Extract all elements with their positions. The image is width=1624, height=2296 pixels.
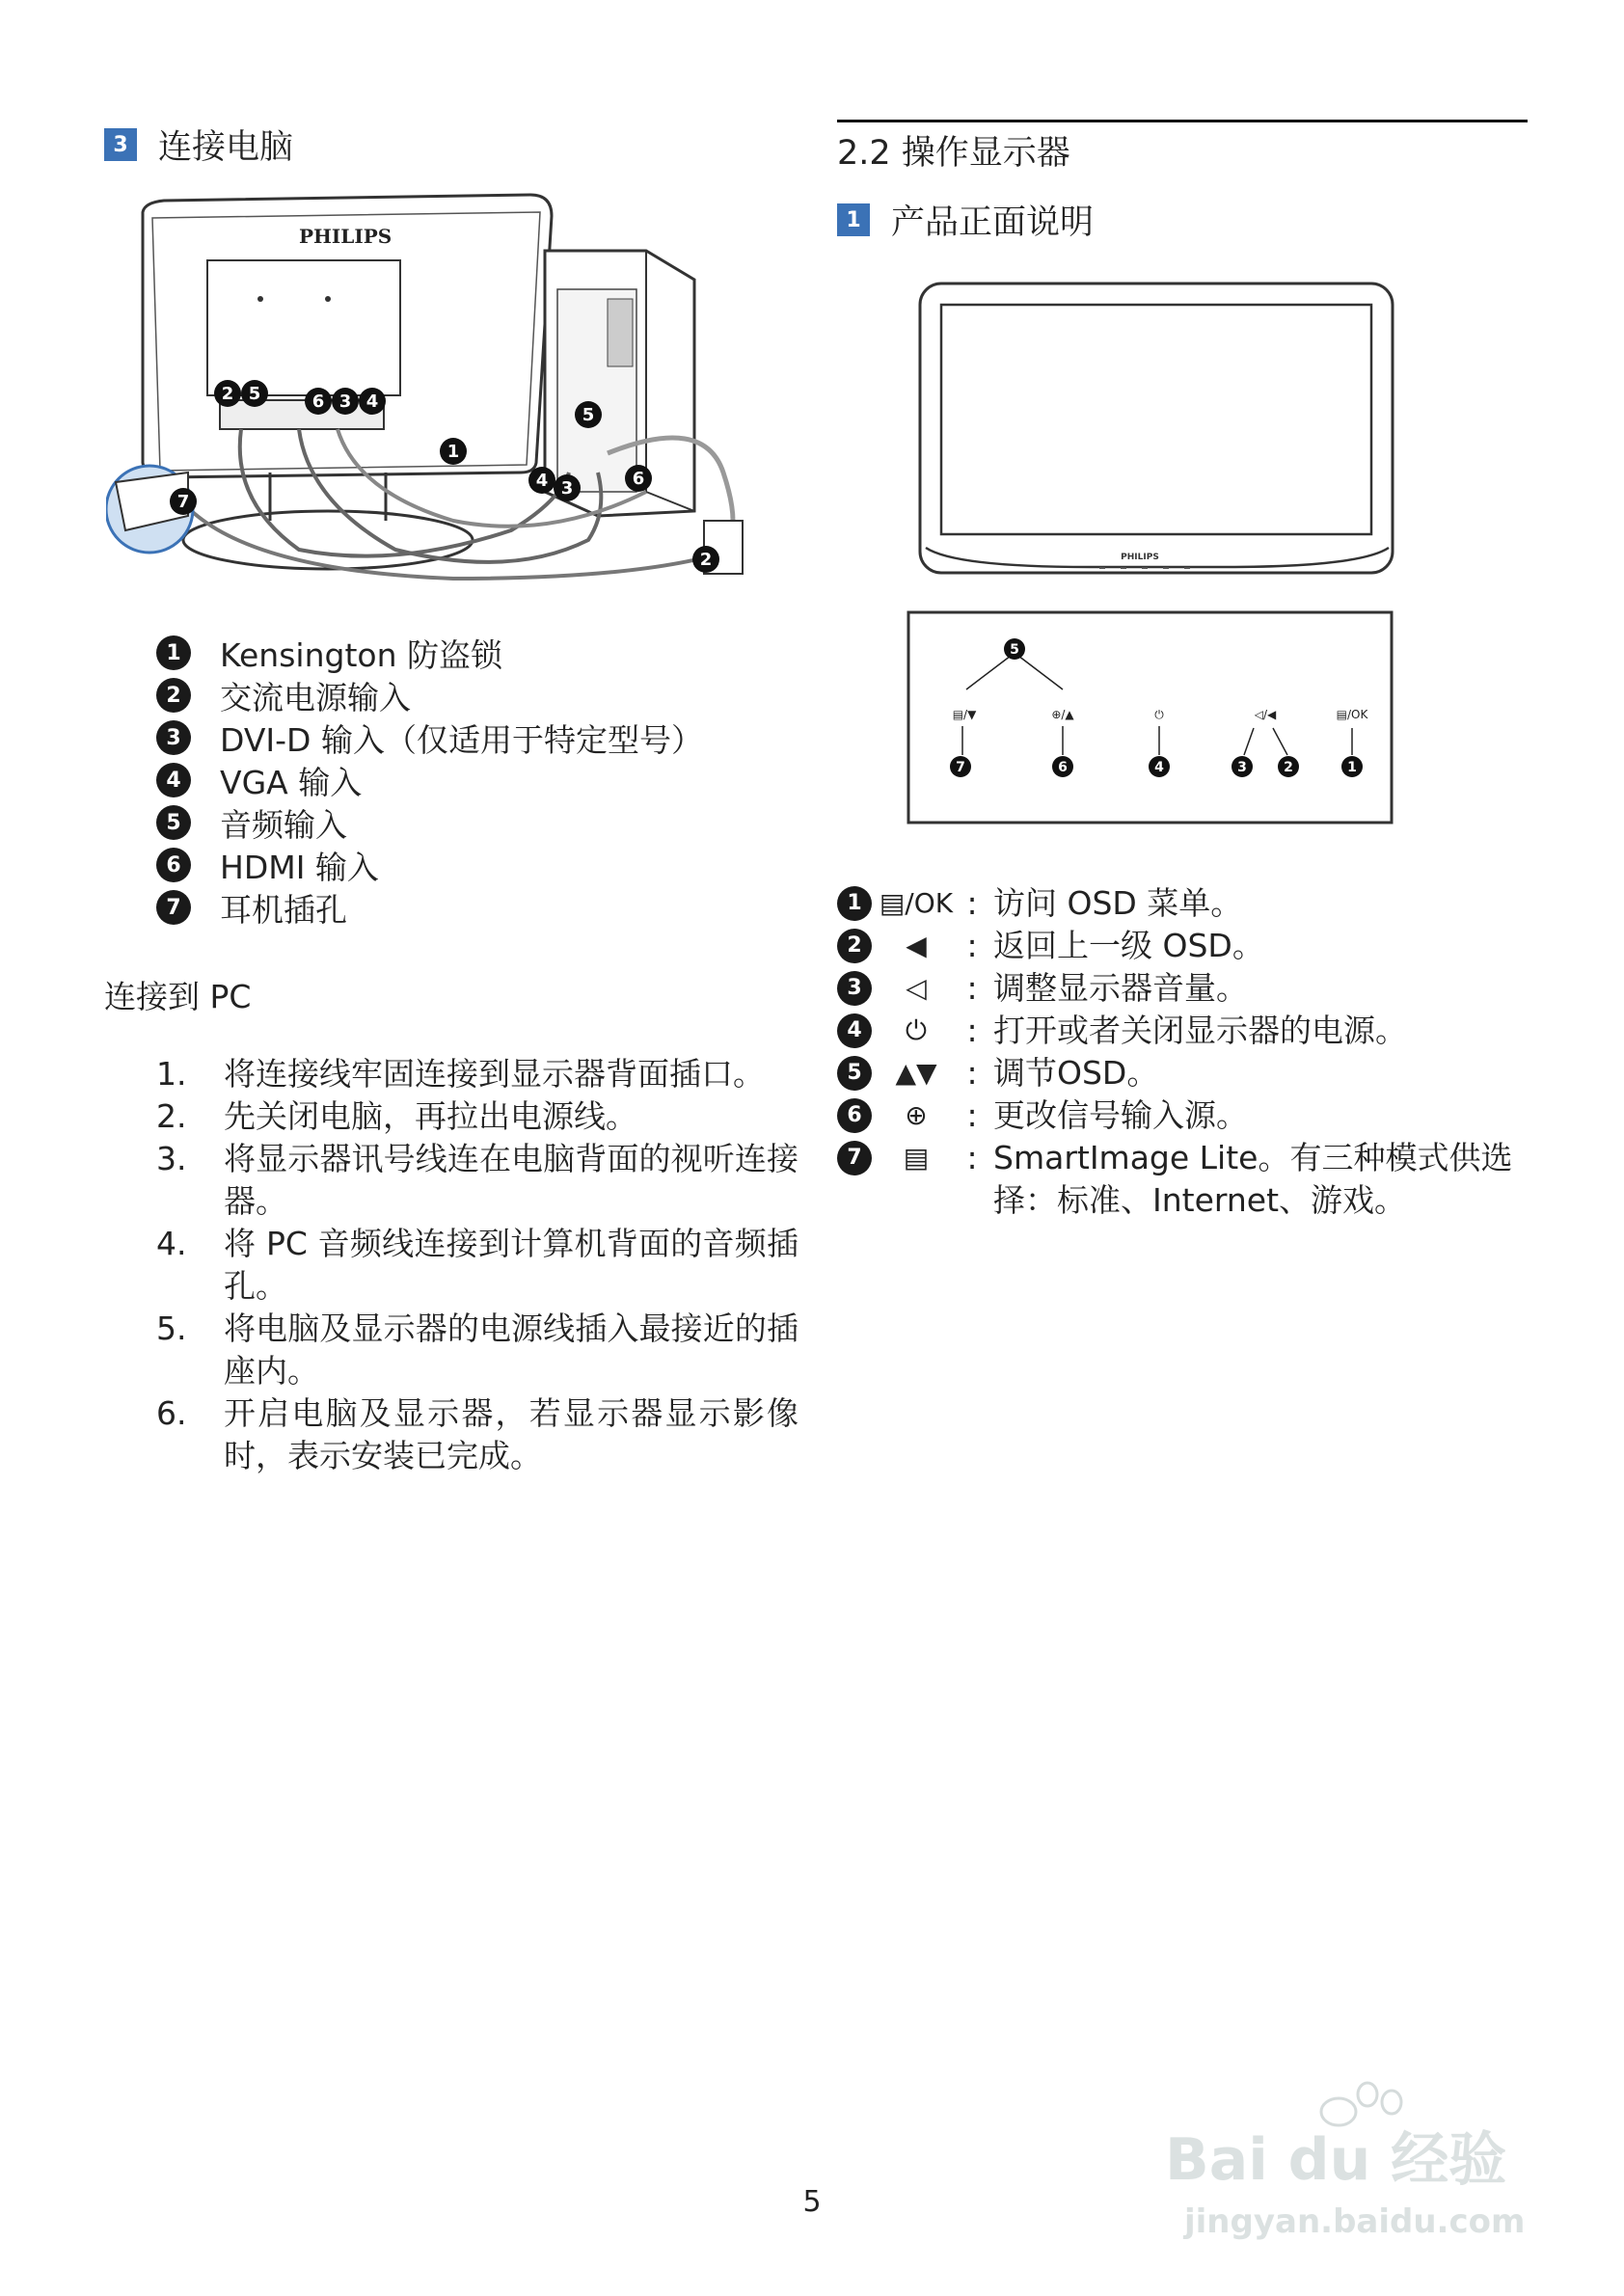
legend-number: 6: [156, 848, 191, 882]
control-number: 5: [837, 1056, 872, 1091]
legend-label: 耳机插孔: [220, 890, 347, 929]
svg-text:4: 4: [365, 392, 379, 412]
step-text: 开启电脑及显示器，若显示器显示影像时，表示安装已完成。: [224, 1394, 798, 1474]
step-item: [156, 1095, 798, 1138]
control-text: 访问 OSD 菜单。: [993, 884, 1243, 922]
control-number: 7: [837, 1141, 872, 1175]
svg-text:2: 2: [1284, 760, 1293, 775]
control-text: 更改信号输入源。: [993, 1096, 1248, 1134]
button-panel-diagram: [907, 610, 1394, 824]
control-item: [837, 925, 1528, 967]
colon-separator: :: [966, 884, 978, 922]
svg-text:4: 4: [1154, 760, 1164, 775]
power-icon: ⏻: [905, 1014, 928, 1046]
svg-text:5: 5: [248, 384, 261, 404]
svg-text:1: 1: [447, 442, 460, 462]
control-text: 调节OSD。: [993, 1054, 1159, 1092]
control-item: [837, 1094, 1528, 1137]
control-text: SmartImage Lite。有三种模式供选择：标准、Internet、游戏。: [993, 1139, 1513, 1219]
section-title: 连接电脑: [158, 128, 294, 167]
svg-text:6: 6: [311, 392, 325, 412]
legend-number: 3: [156, 720, 191, 755]
monitor-screen: [941, 305, 1371, 534]
step-item: [156, 1223, 798, 1308]
control-number: 2: [837, 929, 872, 963]
legend-item: [156, 801, 703, 844]
step-number: 3.: [156, 1140, 187, 1177]
legend-number: 4: [156, 763, 191, 797]
step-number: 1.: [156, 1055, 187, 1093]
legend-label: DVI-D 输入（仅适用于特定型号）: [220, 720, 703, 759]
svg-text:6: 6: [1058, 760, 1068, 775]
colon-separator: :: [966, 969, 978, 1007]
legend-number: 1: [156, 635, 191, 670]
svg-text:4: 4: [535, 471, 549, 491]
left-column: [104, 116, 798, 174]
watermark-line2: jingyan.baidu.com: [1184, 2202, 1526, 2241]
step-number: 6.: [156, 1394, 187, 1432]
up-down-icon: ▲▼: [895, 1057, 937, 1089]
panel-label-smartimage: ▤/▼: [952, 708, 977, 721]
legend-label: VGA 输入: [220, 763, 363, 801]
legend-item: [156, 844, 703, 886]
legend-number: 5: [156, 805, 191, 840]
control-item: [837, 967, 1528, 1010]
section-heading-connect: [104, 116, 798, 174]
control-text: 打开或者关闭显示器的电源。: [993, 1012, 1407, 1049]
svg-text:1: 1: [1347, 760, 1357, 775]
svg-text:3: 3: [1237, 760, 1247, 775]
monitor-brand: PHILIPS: [299, 225, 392, 248]
monitor-front-diagram: [916, 280, 1398, 588]
control-item: [837, 882, 1528, 925]
legend-item: [156, 886, 703, 929]
svg-text:7: 7: [956, 760, 965, 775]
legend-label: 交流电源输入: [220, 678, 411, 716]
section-number-badge: 1: [837, 203, 870, 236]
step-item: [156, 1053, 798, 1095]
legend-label: HDMI 输入: [220, 848, 379, 886]
step-item: [156, 1308, 798, 1392]
panel-label-volume: ◁/◀: [1254, 708, 1277, 721]
control-descriptions: [837, 882, 1528, 1222]
page-number: 5: [802, 2185, 822, 2219]
stand-base: [183, 511, 473, 569]
section-number-badge: 3: [104, 128, 137, 161]
legend-number: 2: [156, 678, 191, 713]
colon-separator: :: [966, 1012, 978, 1049]
input-source-icon: ⊕: [905, 1099, 928, 1131]
step-text: 将 PC 音频线连接到计算机背面的音频插孔。: [224, 1225, 798, 1305]
svg-text:5: 5: [582, 405, 595, 425]
step-item: [156, 1138, 798, 1223]
step-number: 2.: [156, 1097, 187, 1135]
panel-label-menu: ▤/OK: [1336, 708, 1368, 721]
step-number: 5.: [156, 1310, 187, 1347]
legend-item: [156, 716, 703, 759]
control-item: [837, 1052, 1528, 1094]
baidu-watermark: [1155, 2073, 1541, 2247]
connect-pc-heading: 连接到 PC: [104, 978, 252, 1015]
port-legend: [156, 632, 703, 929]
monitor-brand: PHILIPS: [1121, 553, 1159, 562]
svg-text:2: 2: [221, 384, 234, 404]
paw-icon: [1321, 2083, 1401, 2125]
menu-ok-icon: ▤/OK: [879, 887, 954, 919]
connection-steps: [156, 1053, 798, 1477]
panel-label-power: ⏻: [1154, 708, 1164, 721]
colon-separator: :: [966, 1054, 978, 1092]
step-text: 将显示器讯号线连在电脑背面的视听连接器。: [224, 1140, 798, 1220]
section-heading-front: [837, 191, 1094, 249]
step-text: 先关闭电脑，再拉出电源线。: [224, 1097, 637, 1135]
svg-text:5: 5: [1010, 642, 1019, 658]
colon-separator: :: [966, 927, 978, 964]
control-item: [837, 1010, 1528, 1052]
connection-diagram: [106, 183, 800, 608]
svg-text:2: 2: [699, 550, 713, 570]
svg-text:7: 7: [176, 492, 190, 512]
smartimage-icon: ▤: [903, 1142, 930, 1174]
back-icon: ◀: [906, 930, 927, 961]
control-number: 6: [837, 1098, 872, 1133]
step-item: [156, 1392, 798, 1477]
colon-separator: :: [966, 1139, 978, 1176]
control-number: 4: [837, 1013, 872, 1048]
control-number: 1: [837, 886, 872, 921]
legend-item: [156, 632, 703, 674]
legend-label: Kensington 防盗锁: [220, 635, 502, 674]
legend-item: [156, 674, 703, 716]
svg-text:3: 3: [338, 392, 352, 412]
svg-text:6: 6: [632, 469, 645, 489]
control-number: 3: [837, 971, 872, 1006]
svg-text:3: 3: [560, 478, 574, 499]
step-text: 将电脑及显示器的电源线插入最接近的插座内。: [224, 1310, 798, 1390]
stand-plate: [207, 260, 400, 395]
control-text: 返回上一级 OSD。: [993, 927, 1264, 964]
step-text: 将连接线牢固连接到显示器背面插口。: [224, 1055, 765, 1093]
step-number: 4.: [156, 1225, 187, 1262]
panel-label-input: ⊕/▲: [1051, 708, 1074, 721]
legend-item: [156, 759, 703, 801]
chapter-heading: 2.2 操作显示器: [837, 134, 1070, 173]
volume-icon: ◁: [906, 972, 927, 1004]
section-title: 产品正面说明: [891, 203, 1095, 242]
watermark-line1: Bai du 经验: [1165, 2126, 1507, 2194]
control-text: 调整显示器音量。: [993, 969, 1248, 1007]
control-item: [837, 1137, 1528, 1222]
legend-number: 7: [156, 890, 191, 925]
legend-label: 音频输入: [220, 805, 347, 844]
colon-separator: :: [966, 1096, 978, 1134]
